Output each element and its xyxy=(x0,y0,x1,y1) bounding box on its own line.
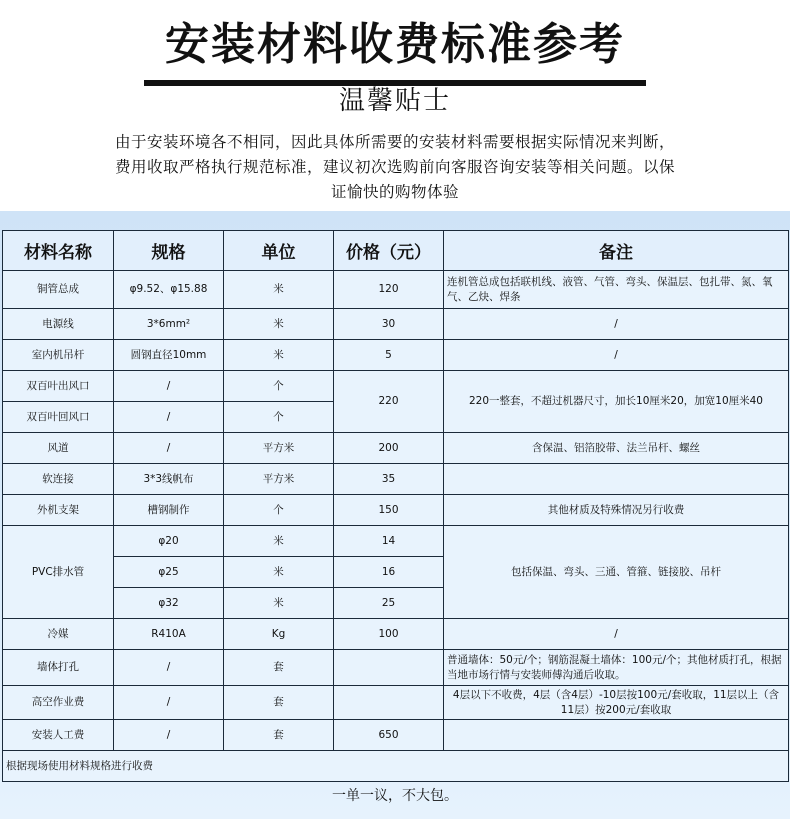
table-row xyxy=(3,433,789,464)
cell-spec: 3*3线帆布 xyxy=(114,464,224,495)
cell-unit: 套 xyxy=(224,686,334,720)
table-row xyxy=(3,526,789,557)
cell-price: 5 xyxy=(334,340,444,371)
cell-price: 200 xyxy=(334,433,444,464)
cell-unit: 个 xyxy=(224,402,334,433)
cell-note: / xyxy=(444,309,789,340)
cell-price: 150 xyxy=(334,495,444,526)
cell-unit: 米 xyxy=(224,340,334,371)
cell-name: PVC排水管 xyxy=(3,526,114,619)
table-row xyxy=(3,309,789,340)
cell-name: 风道 xyxy=(3,433,114,464)
cell-spec: / xyxy=(114,650,224,686)
cell-name: 墙体打孔 xyxy=(3,650,114,686)
cell-price: 16 xyxy=(334,557,444,588)
cell-note: 220一整套，不超过机器尺寸，加长10厘米20，加宽10厘米40 xyxy=(444,371,789,433)
table-row xyxy=(3,271,789,309)
cell-unit: Kg xyxy=(224,619,334,650)
cell-price: 25 xyxy=(334,588,444,619)
cell-note: 连机管总成包括联机线、液管、气管、弯头、保温层、包扎带、氮、氧气、乙炔、焊条 xyxy=(444,271,789,309)
cell-unit: 个 xyxy=(224,371,334,402)
cell-note: / xyxy=(444,340,789,371)
header-unit: 单位 xyxy=(224,231,334,271)
cell-price: 220 xyxy=(334,371,444,433)
cell-note: 包括保温、弯头、三通、管箍、链接胶、吊杆 xyxy=(444,526,789,619)
cell-note: 普通墙体：50元/个；钢筋混凝土墙体：100元/个；其他材质打孔，根据当地市场行情与安装师傅沟通后收取。 xyxy=(444,650,789,686)
cell-price xyxy=(334,650,444,686)
cell-spec: / xyxy=(114,402,224,433)
cell-price: 120 xyxy=(334,271,444,309)
header-note: 备注 xyxy=(444,231,789,271)
cell-spec: / xyxy=(114,433,224,464)
table-row xyxy=(3,650,789,686)
cell-spec: φ32 xyxy=(114,588,224,619)
page-title: 安装材料收费标准参考 xyxy=(165,19,625,70)
cell-note xyxy=(444,464,789,495)
cell-unit: 米 xyxy=(224,271,334,309)
table-row xyxy=(3,720,789,751)
cell-spec: 槽钢制作 xyxy=(114,495,224,526)
cell-unit: 套 xyxy=(224,650,334,686)
header-price: 价格（元） xyxy=(334,231,444,271)
cell-note: 4层以下不收费，4层（含4层）-10层按100元/套收取，11层以上（含11层）按200元/套收取 xyxy=(444,686,789,720)
cell-note xyxy=(444,720,789,751)
cell-name: 双百叶出风口 xyxy=(3,371,114,402)
cell-note: 含保温、铝箔胶带、法兰吊杆、螺丝 xyxy=(444,433,789,464)
cell-unit: 米 xyxy=(224,309,334,340)
closing-text: 一单一议，不大包。 xyxy=(332,788,458,804)
table-row xyxy=(3,464,789,495)
cell-spec: 3*6mm² xyxy=(114,309,224,340)
cell-unit: 个 xyxy=(224,495,334,526)
cell-price: 100 xyxy=(334,619,444,650)
cell-spec: / xyxy=(114,686,224,720)
cell-note: / xyxy=(444,619,789,650)
cell-name: 软连接 xyxy=(3,464,114,495)
cell-spec: / xyxy=(114,720,224,751)
page-subtitle: 温馨贴士 xyxy=(338,86,451,116)
cell-price: 30 xyxy=(334,309,444,340)
cell-spec: / xyxy=(114,371,224,402)
cell-price: 14 xyxy=(334,526,444,557)
header-spec: 规格 xyxy=(114,231,224,271)
cell-price xyxy=(334,686,444,720)
cell-unit: 米 xyxy=(224,588,334,619)
cell-spec: φ25 xyxy=(114,557,224,588)
fee-table xyxy=(2,230,789,782)
cell-spec: R410A xyxy=(114,619,224,650)
table-footer-row xyxy=(3,751,789,782)
table-row xyxy=(3,686,789,720)
cell-price: 650 xyxy=(334,720,444,751)
header-name: 材料名称 xyxy=(3,231,114,271)
cell-unit: 米 xyxy=(224,557,334,588)
cell-name: 双百叶回风口 xyxy=(3,402,114,433)
cell-unit: 套 xyxy=(224,720,334,751)
table-row xyxy=(3,371,789,402)
table-row xyxy=(3,619,789,650)
cell-spec: φ20 xyxy=(114,526,224,557)
cell-name: 外机支架 xyxy=(3,495,114,526)
cell-name: 冷媒 xyxy=(3,619,114,650)
cell-unit: 平方米 xyxy=(224,464,334,495)
cell-spec: φ9.52、φ15.88 xyxy=(114,271,224,309)
table-row xyxy=(3,340,789,371)
cell-name: 电源线 xyxy=(3,309,114,340)
notice-text: 由于安装环境各不相同，因此具体所需要的安装材料需要根据实际情况来判断，费用收取严格执行规范标准，建议初次选购前向客服咨询安装等相关问题。以保证愉快的购物体验 xyxy=(114,133,675,201)
cell-name: 安装人工费 xyxy=(3,720,114,751)
cell-note: 其他材质及特殊情况另行收费 xyxy=(444,495,789,526)
cell-name: 室内机吊杆 xyxy=(3,340,114,371)
table-row xyxy=(3,495,789,526)
cell-spec: 圆钢直径10mm xyxy=(114,340,224,371)
table-header-row xyxy=(3,231,789,271)
cell-name: 高空作业费 xyxy=(3,686,114,720)
cell-unit: 米 xyxy=(224,526,334,557)
footer-note: 根据现场使用材料规格进行收费 xyxy=(3,751,789,782)
cell-unit: 平方米 xyxy=(224,433,334,464)
cell-name: 铜管总成 xyxy=(3,271,114,309)
cell-price: 35 xyxy=(334,464,444,495)
